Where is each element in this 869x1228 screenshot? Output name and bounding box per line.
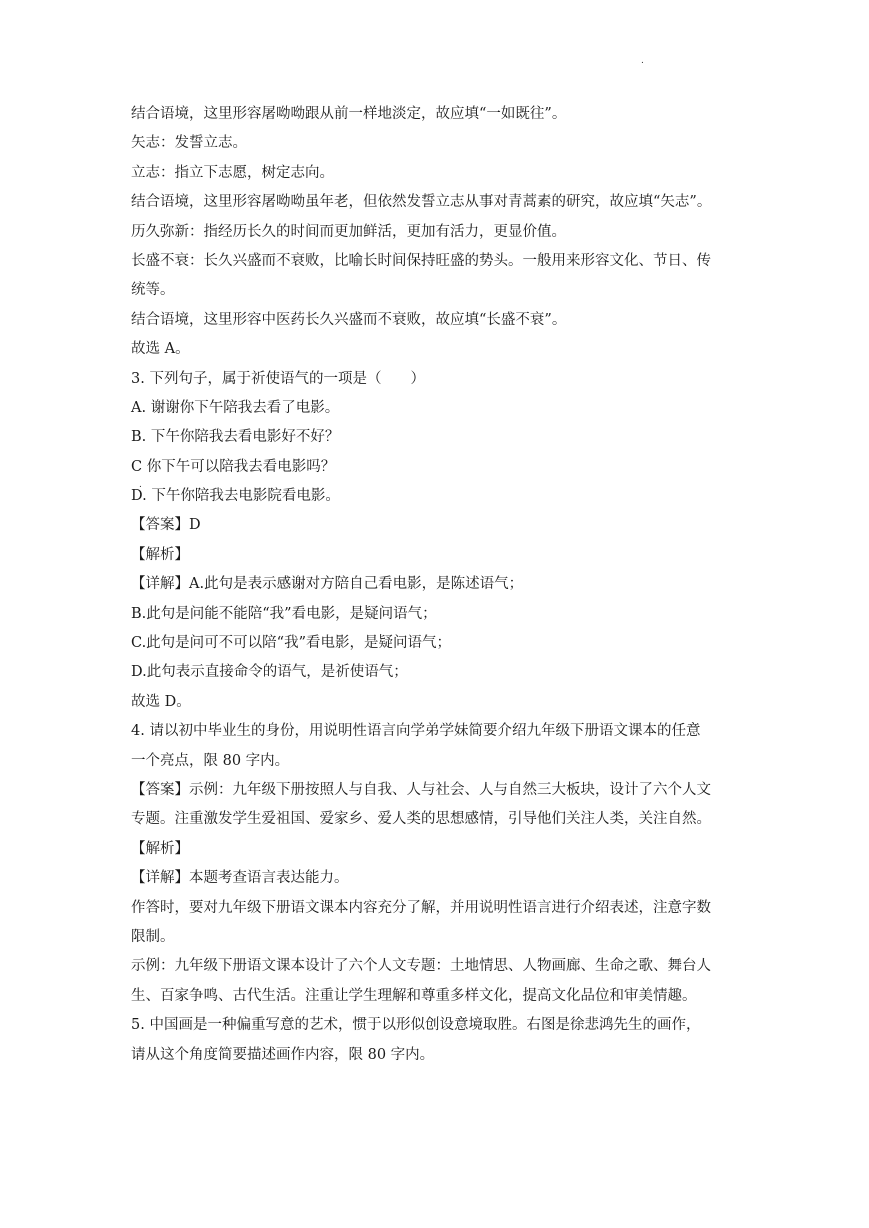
text-line: 作答时，要对九年级下册语文课本内容充分了解，并用说明性语言进行介绍表述，注意字数 — [131, 899, 711, 916]
text-line: 历久弥新：指经历长久的时间而更加鲜活，更加有活力，更显价值。 — [131, 223, 566, 240]
analysis-label: 【解析】 — [131, 840, 189, 857]
text-line: 专题。注重激发学生爱祖国、爱家乡、爱人类的思想感情，引导他们关注人类，关注自然。 — [131, 811, 711, 828]
text-line: B.此句是问能不能陪“我”看电影，是疑问语气； — [131, 605, 437, 622]
question-3-option-a: A. 谢谢你下午陪我去看了电影。 — [131, 399, 340, 416]
question-4-stem: 一个亮点，限 80 字内。 — [131, 752, 290, 769]
question-3-option-c: C 你下午可以陪我去看电影吗？ — [131, 458, 336, 475]
option-c-dot: . — [139, 480, 142, 490]
text-line: 【详解】A.此句是表示感谢对方陪自己看电影，是陈述语气； — [131, 576, 524, 593]
text-line: 生、百家争鸣、古代生活。注重让学生理解和尊重多样文化，提高文化品位和审美情趣。 — [131, 987, 697, 1004]
question-4-stem: 4. 请以初中毕业生的身份，用说明性语言向学弟学妹简要介绍九年级下册语文课本的任意 — [131, 723, 701, 740]
text-line: 故选 A。 — [131, 341, 190, 358]
question-5-stem: 请从这个角度简要描述画作内容，限 80 字内。 — [131, 1046, 435, 1063]
header-dot: . — [641, 56, 644, 66]
analysis-label: 【解析】 — [131, 546, 189, 563]
document-body — [131, 100, 741, 1070]
question-3-option-b: B. 下午你陪我去看电影好不好？ — [131, 429, 340, 446]
text-line: 示例：九年级下册语文课本设计了六个人文专题：土地情思、人物画廊、生命之歌、舞台人 — [131, 958, 711, 975]
text-line: D.此句表示直接命令的语气，是祈使语气； — [131, 664, 408, 681]
text-line: 结合语境，这里形容屠呦呦跟从前一样地淡定，故应填“一如既往”。 — [131, 106, 567, 122]
answer-label: 【答案】示例：九年级下册按照人与自我、人与社会、人与自然三大板块，设计了六个人文 — [131, 781, 711, 798]
text-line: 矢志：发誓立志。 — [131, 135, 247, 152]
text-line: 结合语境，这里形容中医药长久兴盛而不衰败，故应填“长盛不衰”。 — [131, 311, 567, 328]
text-line: 统等。 — [131, 282, 175, 299]
text-line: 立志：指立下志愿，树定志向。 — [131, 164, 334, 181]
text-line: 故选 D。 — [131, 693, 191, 710]
answer-label: 【答案】D — [131, 517, 201, 534]
question-5-stem: 5. 中国画是一种偏重写意的艺术，惯于以形似创设意境取胜。右图是徐悲鸿先生的画作， — [131, 1017, 701, 1034]
question-3-stem: 3. 下列句子，属于祈使语气的一项是（ ） — [131, 370, 425, 387]
text-line: 长盛不衰：长久兴盛而不衰败，比喻长时间保持旺盛的势头。一般用来形容文化、节日、传 — [131, 252, 711, 269]
text-line: 结合语境，这里形容屠呦呦虽年老，但依然发誓立志从事对青蒿素的研究，故应填“矢志”。 — [131, 194, 712, 211]
text-line: 【详解】本题考查语言表达能力。 — [131, 870, 349, 887]
text-line: 限制。 — [131, 928, 175, 945]
question-3-option-d: D. 下午你陪我去电影院看电影。 — [131, 488, 340, 505]
text-line: C.此句是问可不可以陪“我”看电影，是疑问语气； — [131, 635, 452, 652]
